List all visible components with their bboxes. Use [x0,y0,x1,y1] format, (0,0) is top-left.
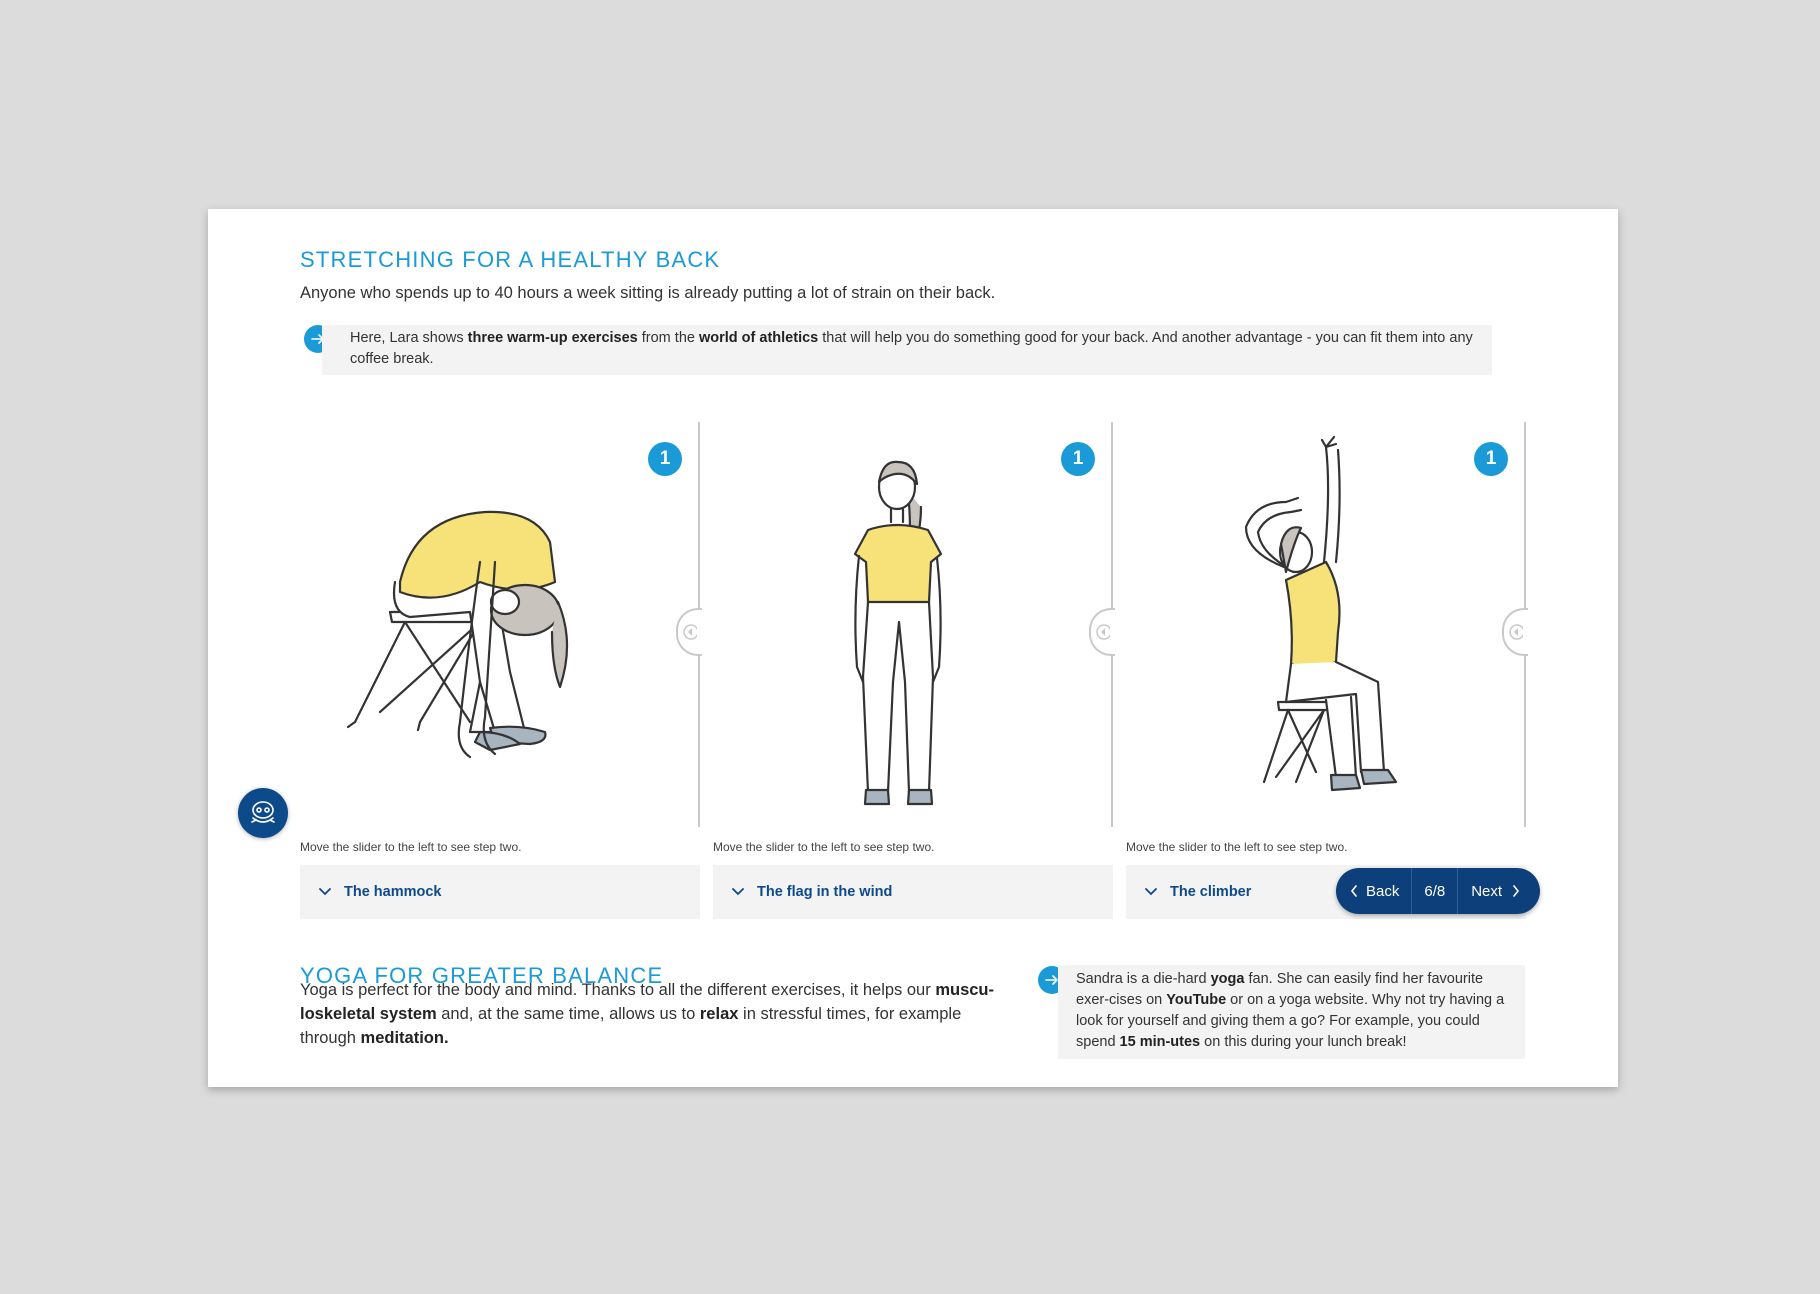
intro-text: Anyone who spends up to 40 hours a week sitting is already putting a lot of strain on their back. [300,284,996,302]
exercise-slider-flag[interactable] [713,422,1113,827]
chevron-down-icon [731,887,745,897]
flag-illustration [733,432,1033,822]
callout-yoga: Sandra is a die-hard yoga fan. She can easily find her favourite exer-cises on YouTube or on a yoga website. Why not try having a look for yourself and giving them a go? For example, you could spend 15 min-utes on this during your lunch break! [1058,965,1525,1059]
accordion-label: The hammock [344,884,442,900]
robot-assistant-icon[interactable] [238,788,288,838]
callout-warmup: Here, Lara shows three warm-up exercises from the world of athletics that will help you do something good for your back. And another advantage - you can fit them into any coffee break. [322,325,1492,375]
page-indicator: 6/8 [1424,882,1446,900]
chevron-right-icon [1512,884,1520,898]
slider-handle-icon[interactable] [1502,608,1528,656]
exercise-slider-hammock[interactable] [300,422,700,827]
accordion-flag[interactable] [713,865,1113,919]
step-badge: 1 [648,442,682,476]
slider-hint: Move the slider to the left to see step two. [1126,840,1348,854]
chevron-left-icon [1350,884,1358,898]
accordion-label: The climber [1170,884,1252,900]
slider-handle-icon[interactable] [1089,608,1115,656]
accordion-hammock[interactable] [300,865,700,919]
chevron-down-icon [1144,887,1158,897]
yoga-body-text: Yoga is perfect for the body and mind. Thanks to all the different exercises, it helps our muscu-loskeletal system and, at the same time, allows us to relax in stressful times, for example through meditation. [300,981,995,1047]
content-page [208,209,1618,1087]
exercise-slider-climber[interactable] [1126,422,1526,827]
section-title-yoga: YOGA FOR GREATER BALANCE [300,963,664,988]
step-badge: 1 [1474,442,1508,476]
hammock-illustration [320,432,620,812]
step-badge: 1 [1061,442,1095,476]
accordion-label: The flag in the wind [757,884,893,900]
slider-hint: Move the slider to the left to see step two. [300,840,522,854]
back-button[interactable]: Back [1336,868,1411,914]
slider-handle-icon[interactable] [676,608,702,656]
page-navigation [1336,868,1540,914]
next-button[interactable]: Next [1458,868,1520,914]
section-title-stretching: STRETCHING FOR A HEALTHY BACK [300,247,721,272]
climber-illustration [1146,432,1446,822]
slider-hint: Move the slider to the left to see step two. [713,840,935,854]
chevron-down-icon [318,887,332,897]
